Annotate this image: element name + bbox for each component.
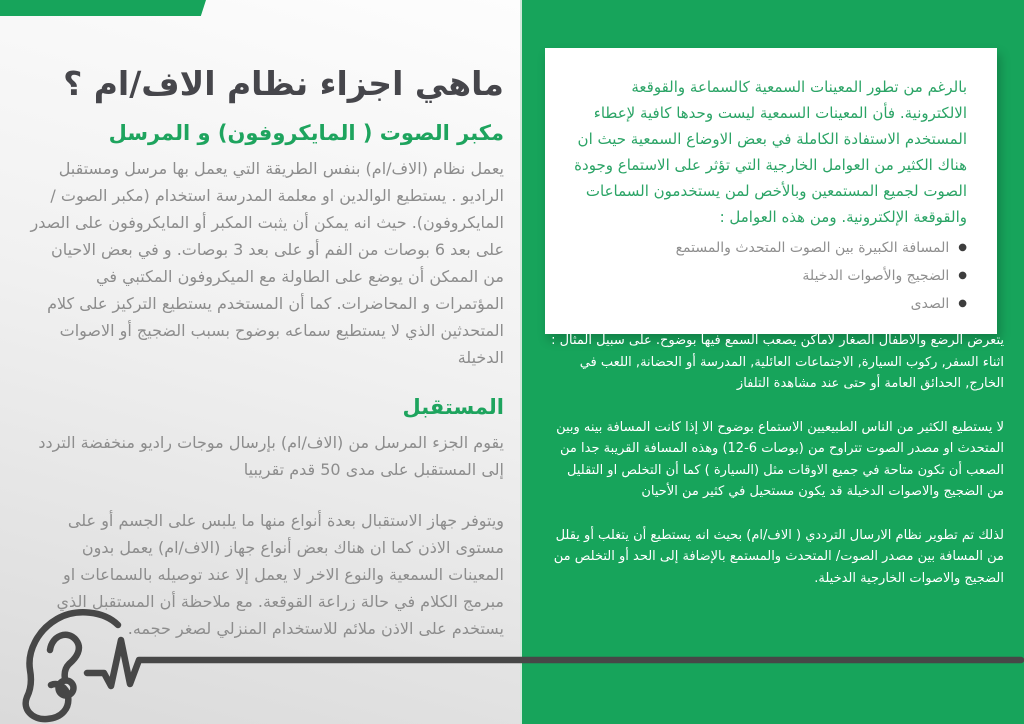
card-intro: بالرغم من تطور المعينات السمعية كالسماعة والقوقعة الالكترونية. فأن المعينات السمعية ليست وحدها كافية لإعطاء المستخدم الاستفادة الكاملة في بعض الاوضاع السمعية حيث ان هناك الكثير من العوامل الخارجية التي تؤثر على الاستماع وجودة الصوت لجميع المستمعين وبالأخص لمن يستخدمون السماعات والقوقعة الإلكترونية. ومن هذه العوامل :	[574, 78, 967, 226]
panel-paragraphs	[522, 330, 1024, 611]
panel-paragraph-1: يتعرض الرضع والاطفال الصغار لاماكن يصعب السمع فيها بوضوح. على سبيل المثال : اثناء السفر, ركوب السيارة, الاجتماعات العائلية, المدرسة أو الحضانة, اللعب في الخارج, الحدائق العامة أو حتى عند مشاهدة التلفاز	[551, 333, 1004, 391]
card-bullet-list	[571, 234, 967, 318]
panel-paragraph-2: لا يستطيع الكثير من الناس الطبيعيين الاستماع بوضوح الا إذا كانت المسافة بينه وبين المتحدث او مصدر الصوت تتراوح من ‪(12-6 بوصات)‬ وهذه المسافة القريبة جدا من الصعب أن تكون متاحة في جميع الاوقات مثل (السيارة ) كما أن التخلص او التقليل من الضجيج والاصوات الدخيلة قد يكون مستحيل في كثير من الأحيان	[556, 419, 1004, 499]
green-panel	[520, 0, 1024, 724]
paragraph-receiver-1: يقوم الجزء المرسل من (الاف/ام) بإرسال موجات راديو منخفضة التردد إلى المستقبل على مدى 50 قدم تقريبيا	[38, 433, 504, 479]
page-title: ماهي اجزاء نظام الاف/ام ؟	[63, 64, 504, 103]
info-card	[545, 48, 997, 334]
bullet-distance: ● المسافة الكبيرة بين الصوت المتحدث والمستمع	[611, 234, 967, 262]
heading-microphone: مكبر الصوت ( المايكروفون) و المرسل	[108, 121, 504, 145]
bullet-noise: ● الضجيج والأصوات الدخيلة	[611, 262, 967, 290]
heading-receiver: المستقبل	[402, 395, 504, 419]
bullet-echo: ● الصدى	[611, 290, 967, 318]
panel-paragraph-3: لذلك تم تطوير نظام الارسال الترددي ( الاف/ام) بحيث انه يستطيع أن يتغلب أو يقلل من المسافة بين مصدر الصوت/ المتحدث والمستمع بالإضافة إلى الحد أو التخلص من الضجيج والاصوات الخارجية الدخيلة.	[553, 527, 1004, 586]
paragraph-microphone: يعمل نظام (الاف/ام) بنفس الطريقة التي يعمل بها مرسل ومستقبل الراديو . يستطيع الوالدين او معلمة المدرسة استخدام (مكبر الصوت / المايكروفون). حيث انه يمكن أن يثبت المكبر أو المايكروفون على الصدر على بعد 6 بوصات من الفم أو على بعد 3 بوصات. و في بعض الاحيان من الممكن أن يوضع على الطاولة مع الميكروفون المكتبي في المؤتمرات و المحاضرات. كما أن المستخدم يستطيع التركيز على كلام المتحدثين الذي لا يستطيع سماعه بوضوح بسبب الضجيج أو الاصوات الدخيلة	[30, 159, 504, 367]
paragraph-receiver-2: ويتوفر جهاز الاستقبال بعدة أنواع منها ما يلبس على الجسم أو على مستوى الاذن كما ان هناك بعض أنواع جهاز (الاف/ام) يعمل بدون المعينات السمعية والنوع الاخر لا يعمل إلا عند توصيله بالسماعات او مبرمج الكلام في حالة زراعة القوقعة. مع ملاحظة أن المستقبل الذي يستخدم على الاذن ملائم للاستخدام المنزلي لصغر حجمه.	[56, 511, 504, 638]
